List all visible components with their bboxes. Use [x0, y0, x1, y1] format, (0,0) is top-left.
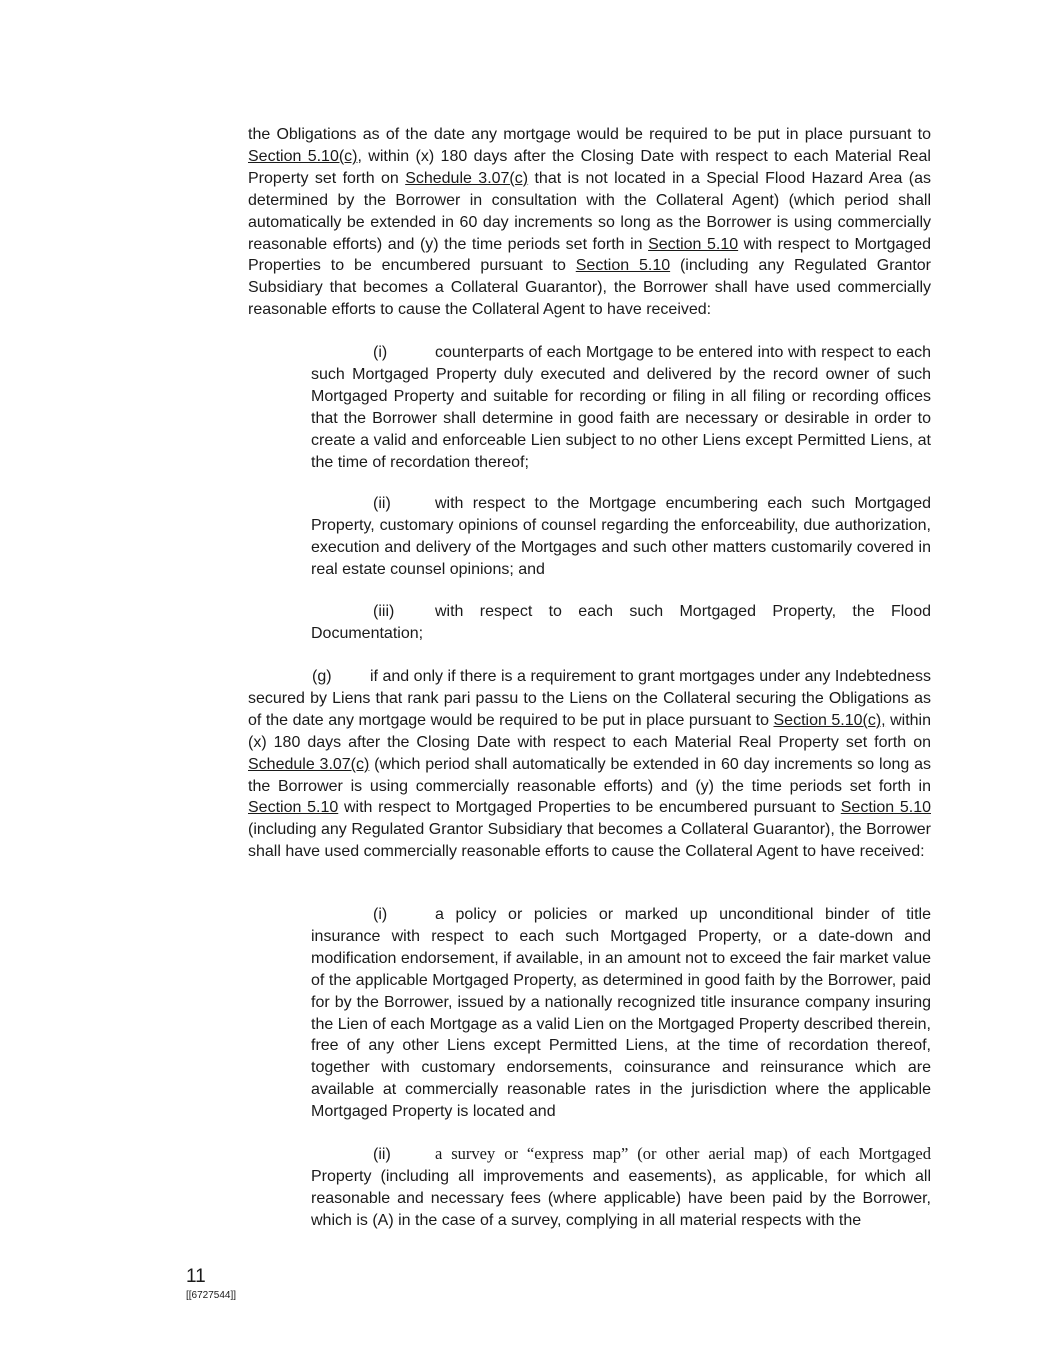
clause-label: (g) [312, 668, 332, 685]
clause-f-iii [311, 601, 931, 645]
clause-label: (ii) [373, 1146, 391, 1163]
clause-label: (ii) [373, 495, 391, 512]
schedule-reference: Schedule 3.07(c) [248, 755, 370, 773]
section-reference: Section 5.10 [248, 799, 339, 817]
clause-text: a policy or policies or marked up unconditional binder of title insurance with respect to each such Mortgaged Property, or a date-down and modification endorsement, if available, in an amount not to exceed the fair market value of the applicable Mortgaged Property, as determined in good faith by the Borrower, paid for by the Borrower, issued by a nationally recognized title insurance company insuring the Lien of each Mortgage as a valid Lien on the Mortgaged Property described therein, free of any other Liens except Permitted Liens, at the time of recordation thereof, together with customary endorsements, coinsurance and reinsurance which are available at commercially reasonable rates in the jurisdiction where the applicable Mortgaged Property is located and [311, 906, 931, 1121]
paragraph-f-continuation: the Obligations as of the date any mortgage would be required to be put in place pursuant to Section 5.10(c), within (x) 180 days after the Closing Date with respect to each Material Real Property set forth on Schedule 3.07(c) that is not located in a Special Flood Hazard Area (as determined by the Borrower in consultation with the Collateral Agent) (which period shall automatically be extended in 60 day increments so long as the Borrower is using commercially reasonable efforts) and (y) the time periods set forth in Section 5.10 with respect to Mortgaged Properties to be encumbered pursuant to Section 5.10 (including any Regulated Grantor Subsidiary that becomes a Collateral Guarantor), the Borrower shall have used commercially reasonable efforts to cause the Collateral Agent to have received: [248, 126, 932, 319]
section-reference: Section 5.10 [648, 235, 739, 253]
clause-g-i [311, 904, 931, 1123]
page-number: 11 [186, 1266, 206, 1287]
clause-text: with respect to each such Mortgaged Property, the Flood Documentation; [311, 603, 931, 642]
clause-text: with respect to the Mortgage encumbering each such Mortgaged Property, customary opinions of counsel regarding the enforceability, due authorization, execution and delivery of the Mortgages and such other matters customarily covered in real estate counsel opinions; and [311, 495, 931, 578]
section-reference: Section 5.10 [840, 799, 931, 817]
clause-f-i [311, 342, 931, 473]
section-reference: Section 5.10(c), [773, 711, 886, 729]
clause-text-serif: a survey or “express map” (or other aerial map) of each Mortgaged [435, 1144, 931, 1163]
clause-text: counterparts of each Mortgage to be entered into with respect to each such Mortgaged Property duly executed and delivered by the record owner of such Mortgaged Property and suitable for recording or filing in all filing or recording offices that the Borrower shall determine in good faith are necessary or desirable in order to create a valid and enforceable Lien subject to no other Liens except Permitted Liens, at the time of recordation thereof; [311, 344, 931, 471]
clause-text: Property (including all improvements and easements), as applicable, for which all reasonable and necessary fees (where applicable) have been paid by the Borrower, which is (A) in the case of a survey, complying in all material respects with the [311, 1167, 931, 1229]
clause-f-ii [311, 493, 931, 581]
clause-g-ii [311, 1143, 931, 1232]
clause-label: (i) [373, 344, 388, 361]
clause-label: (i) [373, 906, 388, 923]
paragraph-g: (g) if and only if there is a requirement to grant mortgages under any Indebtedness secured by Liens that rank pari passu to the Liens on the Collateral securing the Obligations as of the date any mortgage would be required to be put in place pursuant to Section 5.10(c), within (x) 180 days after the Closing Date with respect to each Material Real Property set forth on Schedule 3.07(c) (which period shall automatically be extended in 60 day increments so long as the Borrower is using commercially reasonable efforts) and (y) the time periods set forth in Section 5.10 with respect to Mortgaged Properties to be encumbered pursuant to Section 5.10 (including any Regulated Grantor Subsidiary that becomes a Collateral Guarantor), the Borrower shall have used commercially reasonable efforts to cause the Collateral Agent to have received: [248, 668, 932, 861]
clause-label: (iii) [373, 603, 395, 620]
document-id: [[6727544]] [186, 1290, 237, 1301]
section-reference: Section 5.10 [575, 257, 671, 275]
schedule-reference: Schedule 3.07(c) [405, 169, 529, 187]
section-reference: Section 5.10(c), [248, 147, 362, 165]
